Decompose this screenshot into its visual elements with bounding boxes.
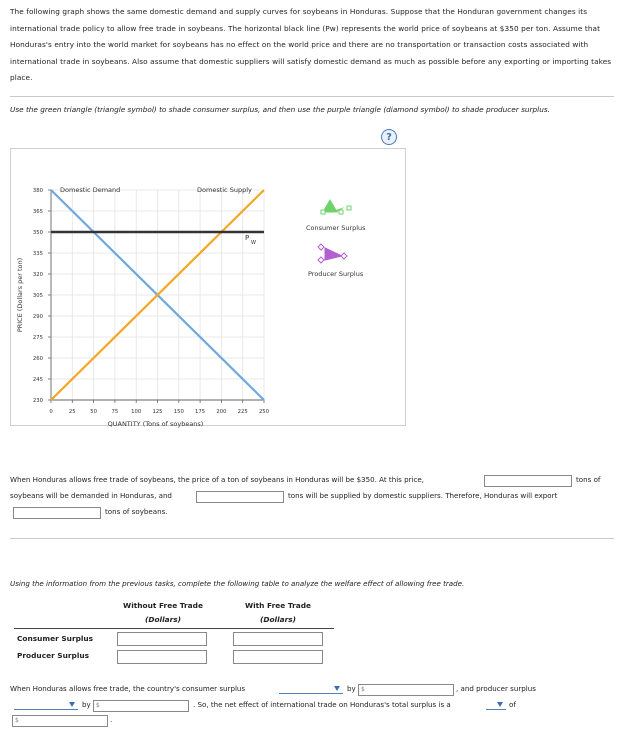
- x-tick-label: 0: [49, 409, 53, 415]
- y-tick-label: 380: [32, 188, 43, 194]
- y-tick-label: 350: [32, 230, 43, 236]
- q3-text-3: . So, the net effect of international trade on Honduras's total surplus is a: [193, 700, 451, 709]
- y-tick-label: 365: [32, 209, 43, 215]
- x-tick-label: 175: [195, 409, 206, 415]
- quantity-demanded-input[interactable]: [484, 475, 572, 487]
- diamond-handle-icon: [341, 253, 347, 259]
- row-producer-surplus: Producer Surplus: [17, 651, 90, 660]
- col-with-free-trade: With Free Trade: [244, 601, 312, 610]
- col-without-free-trade-unit: (Dollars): [144, 615, 182, 624]
- y-tick-label: 245: [32, 377, 43, 383]
- pw-label: P: [245, 234, 250, 242]
- x-tick-label: 150: [173, 409, 184, 415]
- purple-triangle-icon: [325, 248, 342, 260]
- chevron-down-icon: [497, 702, 503, 707]
- y-tick-label: 275: [32, 335, 43, 341]
- y-tick-label: 290: [32, 314, 43, 320]
- net-effect-dropdown[interactable]: [486, 700, 506, 710]
- net-effect-input[interactable]: $: [12, 715, 108, 727]
- col-with-free-trade-unit: (Dollars): [259, 615, 297, 624]
- y-tick-label: 260: [32, 356, 43, 362]
- y-tick-label: 230: [32, 398, 43, 404]
- x-tick-label: 25: [68, 409, 76, 415]
- y-axis-label: PRICE (Dollars per ton): [16, 257, 24, 333]
- q1-text-1: When Honduras allows free trade of soybeans, the price of a ton of soybeans in Honduras will be $350. At this price,: [10, 475, 425, 484]
- consumer-surplus-label: Consumer Surplus: [306, 224, 366, 232]
- y-tick-label: 320: [32, 272, 43, 278]
- x-tick-label: 50: [90, 409, 97, 415]
- ps-without-trade-input[interactable]: [117, 650, 207, 664]
- x-tick-label: 200: [216, 409, 227, 415]
- supply-label: Domestic Supply: [197, 186, 252, 194]
- ps-with-trade-input[interactable]: [233, 650, 323, 664]
- table-header-rule: [14, 628, 334, 629]
- intro-paragraph: The following graph shows the same domestic demand and supply curves for soybeans in Honduras. Suppose that the Honduran government changes its international trade policy to allow free trade in soybeans. The horizontal black line (Pw) represents the world price of soybeans at $350 per ton. Assume that Honduras's entry into the world market for soybeans has no effect on the world price and there are no transportation or transaction costs associated with international trade in soybeans. Also assume that domestic suppliers will satisfy domestic demand as much as possible before any exporting or importing takes place.: [10, 7, 612, 82]
- help-icon[interactable]: ?: [381, 129, 397, 145]
- cs-change-input[interactable]: $: [358, 684, 454, 696]
- row-consumer-surplus: Consumer Surplus: [17, 634, 94, 643]
- triangle-handle-icon: [347, 206, 351, 210]
- y-tick-label: 305: [32, 293, 43, 299]
- q1-text-2: tons of: [576, 475, 601, 484]
- chevron-down-icon: [334, 686, 340, 691]
- x-tick-label: 75: [111, 409, 119, 415]
- table-instruction: Using the information from the previous tasks, complete the following table to analyze the welfare effect of allowing free trade.: [10, 579, 465, 588]
- cs-without-trade-input[interactable]: [117, 632, 207, 646]
- triangle-handle-icon: [339, 210, 343, 214]
- q1-text-5: tons of soybeans.: [105, 507, 168, 516]
- q3-end: .: [110, 715, 113, 724]
- ps-change-dropdown[interactable]: [14, 700, 78, 710]
- diamond-handle-icon: [318, 257, 324, 263]
- quantity-supplied-input[interactable]: [196, 491, 284, 503]
- x-tick-label: 250: [258, 409, 270, 415]
- ps-change-input[interactable]: $: [93, 700, 189, 712]
- divider: [10, 538, 614, 539]
- diamond-handle-icon: [318, 244, 324, 250]
- graph-instruction: Use the green triangle (triangle symbol) to shade consumer surplus, and then use the purple triangle (diamond symbol) to shade producer surplus.: [10, 105, 550, 114]
- q1-text-4: tons will be supplied by domestic suppliers. Therefore, Honduras will export: [288, 491, 558, 500]
- cs-with-trade-input[interactable]: [233, 632, 323, 646]
- q3-by-1: by: [347, 684, 356, 693]
- producer-surplus-label: Producer Surplus: [308, 270, 364, 278]
- triangle-handle-icon: [321, 210, 325, 214]
- exports-input[interactable]: [13, 507, 101, 519]
- q3-by-2: by: [82, 700, 91, 709]
- chevron-down-icon: [69, 702, 75, 707]
- y-tick-label: 335: [32, 251, 43, 257]
- q3-of: of: [509, 700, 516, 709]
- col-without-free-trade: Without Free Trade: [123, 601, 203, 610]
- q3-text-1: When Honduras allows free trade, the country's consumer surplus: [10, 684, 246, 693]
- x-tick-label: 100: [131, 409, 142, 415]
- demand-label: Domestic Demand: [60, 186, 121, 194]
- q3-text-2: , and producer surplus: [456, 684, 536, 693]
- x-tick-label: 125: [152, 409, 163, 415]
- pw-subscript: W: [251, 240, 256, 246]
- cs-change-dropdown[interactable]: [279, 684, 343, 694]
- x-axis-label: QUANTITY (Tons of soybeans): [107, 420, 204, 428]
- x-tick-label: 225: [237, 409, 248, 415]
- q1-text-3: soybeans will be demanded in Honduras, and: [10, 491, 172, 500]
